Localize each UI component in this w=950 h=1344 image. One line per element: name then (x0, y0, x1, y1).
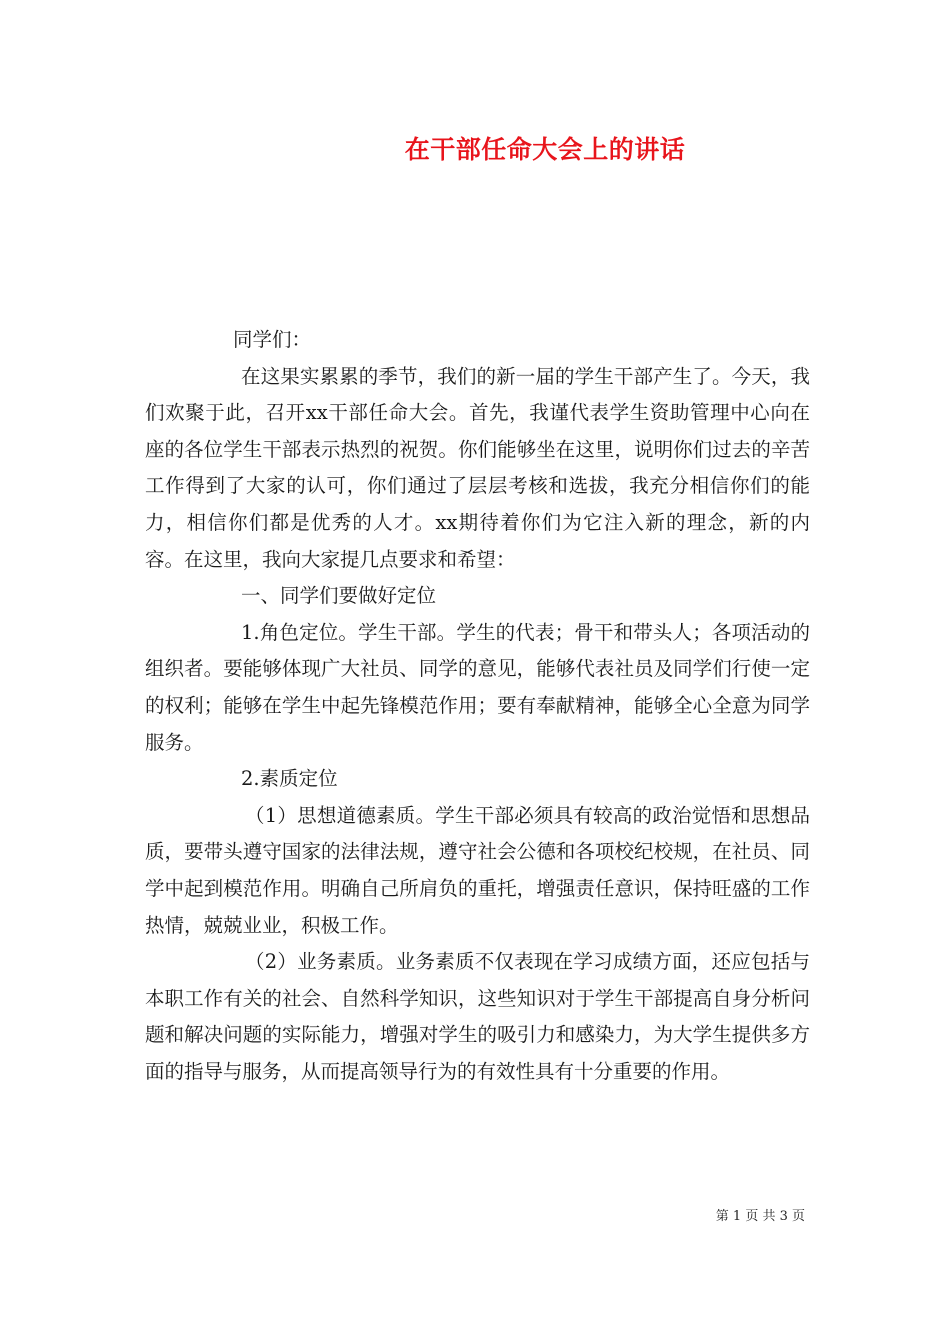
salutation: 同学们： (233, 328, 312, 351)
document-title: 在干部任命大会上的讲话 (404, 135, 686, 164)
subheading-quality-positioning: 2.素质定位 (241, 767, 338, 791)
paragraph-moral-quality: （1）思想道德素质。学生干部必须具有较高的政治觉悟和思想品质，要带头遵守国家的法律法规，遵守社会公德和各项校纪校规，在社员、同学中起到模范作用。明确自己所肩负的重托，增强责任意识，保持旺盛的工作热情，兢兢业业，积极工作。 (145, 803, 810, 937)
paragraph-opening: 在这果实累累的季节，我们的新一届的学生干部产生了。今天，我们欢聚于此，召开xx干部任命大会。首先，我谨代表学生资助管理中心向在座的各位学生干部表示热烈的祝贺。你们能够坐在这里，说明你们过去的辛苦工作得到了大家的认可，你们通过了层层考核和选拔，我充分相信你们的能力，相信你们都是优秀的人才。xx期待着你们为它注入新的理念，新的内容。在这里，我向大家提几点要求和希望： (145, 364, 810, 571)
paragraph-professional-quality: （2）业务素质。业务素质不仅表现在学习成绩方面，还应包括与本职工作有关的社会、自然科学知识，这些知识对于学生干部提高自身分析问题和解决问题的实际能力，增强对学生的吸引力和感染力，为大学生提供多方面的指导与服务，从而提高领导行为的有效性具有十分重要的作用。 (145, 950, 810, 1083)
section-heading-1: 一、同学们要做好定位 (241, 584, 437, 608)
document-body (145, 322, 810, 1090)
page-number: 第 1 页 共 3 页 (715, 1209, 805, 1224)
paragraph-role-positioning: 1.角色定位。学生干部。学生的代表；骨干和带头人；各项活动的组织者。要能够体现广大社员、同学的意见，能够代表社员及同学们行使一定的权利；能够在学生中起先锋模范作用；要有奉献精神，能够全心全意为同学服务。 (145, 620, 810, 754)
